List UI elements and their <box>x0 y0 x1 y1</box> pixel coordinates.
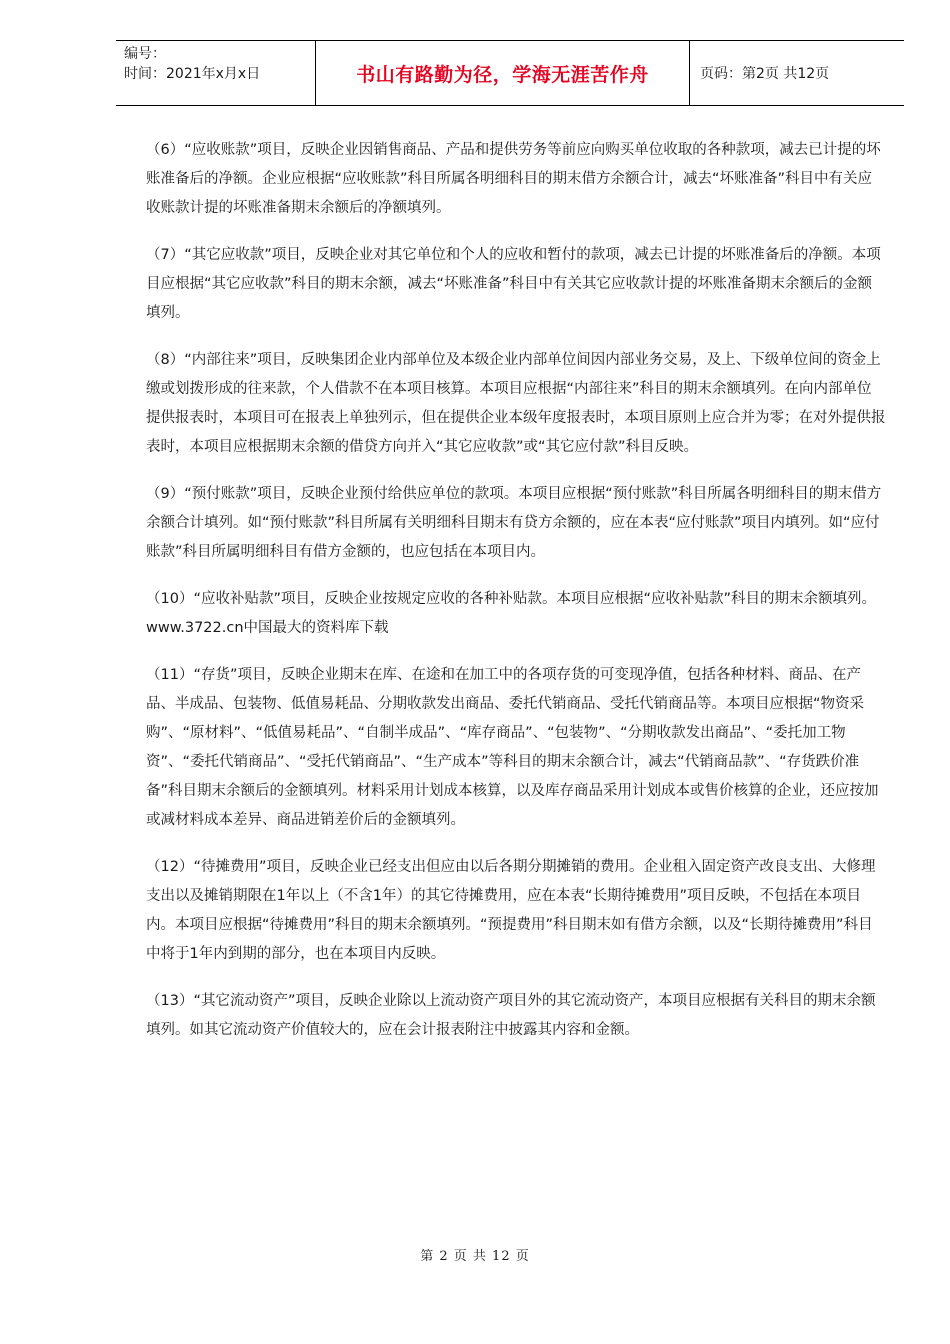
paragraph-item-8: （8）“内部往来”项目，反映集团企业内部单位及本级企业内部单位间因内部业务交易，及上、下级单位间的资金上缴或划拨形成的往来款，个人借款不在本项目核算。本项目应根据“内部往来”科目的期末余额填列。在向内部单位提供报表时，本项目可在报表上单独列示，但在提供企业本级年度报表时，本项目原则上应合并为零；在对外提供报表时，本项目应根据期末余额的借贷方向并入“其它应收款”或“其它应付款”科目反映。 <box>146 352 886 455</box>
page-footer: 第 2 页 共 12 页 <box>420 1249 530 1264</box>
paragraph-item-10: （10）“应收补贴款”项目，反映企业按规定应收的各种补贴款。本项目应根据“应收补贴款”科目的期末余额填列。www.3722.cn中国最大的资料库下载 <box>146 591 876 636</box>
document-time-label: 时间：2021年x月x日 <box>124 66 261 82</box>
header-motto: 书山有路勤为径，学海无涯苦作舟 <box>316 41 690 105</box>
paragraph-item-11: （11）“存货”项目，反映企业期末在库、在途和在加工中的各项存货的可变现净值，包括各种材料、商品、在产品、半成品、包装物、低值易耗品、分期收款发出商品、委托代销商品、受托代销商品等。本项目应根据“物资采购”、“原材料”、“低值易耗品”、“自制半成品”、“库存商品”、“包装物”、“分期收款发出商品”、“委托加工物资”、“委托代销商品”、“受托代销商品”、“生产成本”等科目的期末余额合计，减去“代销商品款”、“存货跌价准备”科目期末余额后的金额填列。材料采用计划成本核算，以及库存商品采用计划成本或售价核算的企业，还应按加或减材料成本差异、商品进销差价后的金额填列。 <box>146 667 879 828</box>
document-body <box>146 136 886 1063</box>
header-page-info: 页码：第2页 共12页 <box>700 66 830 82</box>
document-number-label: 编号： <box>124 46 166 62</box>
paragraph-item-13: （13）“其它流动资产”项目，反映企业除以上流动资产项目外的其它流动资产，本项目应根据有关科目的期末余额填列。如其它流动资产价值较大的，应在会计报表附注中披露其内容和金额。 <box>146 993 876 1038</box>
page-header <box>116 40 904 106</box>
header-meta <box>116 41 316 105</box>
paragraph-item-6: （6）“应收账款”项目，反映企业因销售商品、产品和提供劳务等前应向购买单位收取的各种款项，减去已计提的坏账准备后的净额。企业应根据“应收账款”科目所属各明细科目的期末借方余额合计，减去“坏账准备”科目中有关应收账款计提的坏账准备期末余额后的净额填列。 <box>146 142 881 216</box>
paragraph-item-12: （12）“待摊费用”项目，反映企业已经支出但应由以后各期分期摊销的费用。企业租入固定资产改良支出、大修理支出以及摊销期限在1年以上（不含1年）的其它待摊费用，应在本表“长期待摊费用”项目反映，不包括在本项目内。本项目应根据“待摊费用”科目的期末余额填列。“预提费用”科目期末如有借方余额，以及“长期待摊费用”科目中将于1年内到期的部分，也在本项目内反映。 <box>146 859 876 962</box>
paragraph-item-9: （9）“预付账款”项目，反映企业预付给供应单位的款项。本项目应根据“预付账款”科目所属各明细科目的期末借方余额合计填列。如“预付账款”科目所属有关明细科目期末有贷方余额的，应在本表“应付账款”项目内填列。如“应付账款”科目所属明细科目有借方金额的，也应包括在本项目内。 <box>146 486 882 560</box>
paragraph-item-7: （7）“其它应收款”项目，反映企业对其它单位和个人的应收和暂付的款项，减去已计提的坏账准备后的净额。本项目应根据“其它应收款”科目的期末余额，减去“坏账准备”科目中有关其它应收款计提的坏账准备期末余额后的金额填列。 <box>146 247 881 321</box>
